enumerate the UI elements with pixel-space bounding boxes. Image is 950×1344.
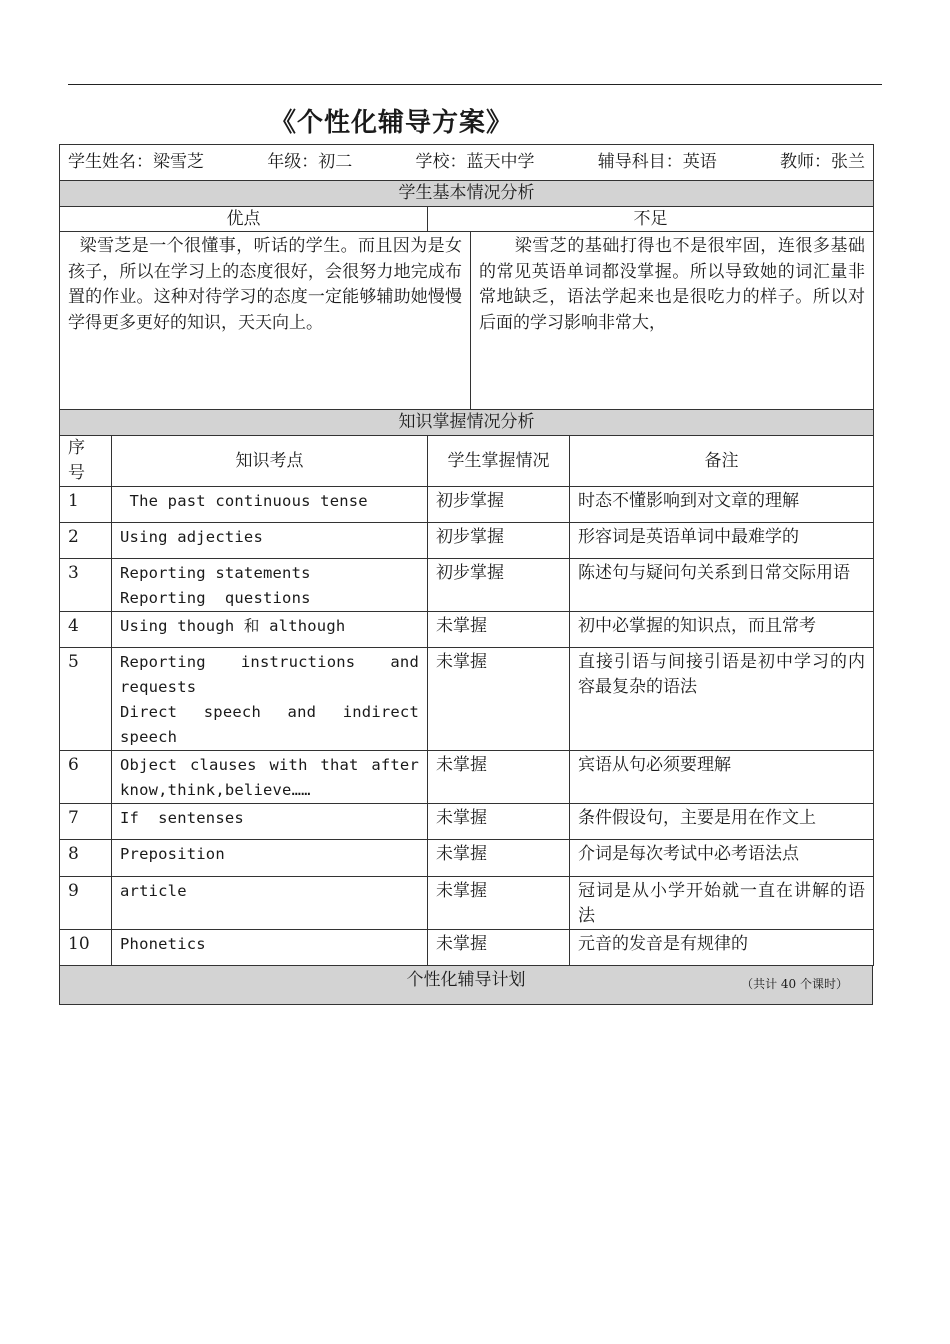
row-number: 1	[60, 487, 112, 523]
row-topic	[112, 840, 428, 877]
row-number: 10	[60, 930, 112, 966]
row-notes: 初中必掌握的知识点，而且常考	[570, 612, 874, 648]
topic-line: Reporting instructions and	[120, 653, 419, 671]
weaknesses-label: 不足	[428, 207, 874, 232]
knowledge-analysis-header: 知识掌握情况分析	[60, 410, 874, 436]
knowledge-row	[60, 487, 874, 523]
row-notes: 介词是每次考试中必考语法点	[570, 840, 874, 877]
row-number: 4	[60, 612, 112, 648]
topic-line: Object clauses with that after	[120, 756, 419, 774]
row-notes: 宾语从句必须要理解	[570, 751, 874, 804]
row-number: 7	[60, 804, 112, 840]
plan-hours-note: （共计 40 个课时）	[741, 977, 848, 991]
topic-line: article	[120, 882, 187, 900]
row-topic	[112, 877, 428, 930]
student-info-row	[60, 145, 874, 181]
row-mastery: 未掌握	[428, 648, 570, 751]
row-mastery: 未掌握	[428, 804, 570, 840]
knowledge-column-headers	[60, 436, 874, 487]
row-mastery: 未掌握	[428, 877, 570, 930]
tutoring-plan-row	[60, 966, 873, 1005]
row-notes: 时态不懂影响到对文章的理解	[570, 487, 874, 523]
knowledge-row	[60, 930, 874, 966]
col-mastery: 学生掌握情况	[428, 436, 570, 487]
row-topic	[112, 930, 428, 966]
weaknesses-text: 梁雪芝的基础打得也不是很牢固，连很多基础的常见英语单词都没掌握。所以导致她的词汇量非常地缺乏，语法学起来也是很吃力的样子。所以对后面的学习影响非常大，	[471, 232, 874, 410]
row-number: 6	[60, 751, 112, 804]
row-mastery: 初步掌握	[428, 559, 570, 612]
strengths-label: 优点	[60, 207, 428, 232]
row-notes: 形容词是英语单词中最难学的	[570, 523, 874, 559]
knowledge-row	[60, 877, 874, 930]
row-notes: 陈述句与疑问句关系到日常交际用语	[570, 559, 874, 612]
topic-line: Phonetics	[120, 935, 206, 953]
strengths-weaknesses-header	[60, 207, 874, 232]
knowledge-row	[60, 559, 874, 612]
row-number: 3	[60, 559, 112, 612]
tutoring-plan-table	[59, 144, 873, 1005]
row-number: 5	[60, 648, 112, 751]
topic-line: Reporting statements	[120, 564, 311, 582]
row-topic	[112, 804, 428, 840]
topic-line: speech	[120, 728, 178, 746]
teacher: 教师：张兰	[780, 152, 865, 172]
topic-line: Direct speech and indirect	[120, 703, 419, 721]
col-notes: 备注	[570, 436, 874, 487]
row-number: 8	[60, 840, 112, 877]
row-notes: 元音的发音是有规律的	[570, 930, 874, 966]
knowledge-row	[60, 751, 874, 804]
plan-title: 个性化辅导计划	[406, 970, 526, 990]
knowledge-row	[60, 612, 874, 648]
knowledge-row	[60, 523, 874, 559]
topic-line: requests	[120, 678, 197, 696]
document-title: 《个性化辅导方案》	[270, 108, 514, 138]
school: 学校：蓝天中学	[415, 152, 535, 172]
row-number: 9	[60, 877, 112, 930]
row-notes: 直接引语与间接引语是初中学习的内容最复杂的语法	[570, 648, 874, 751]
knowledge-row	[60, 840, 874, 877]
basic-analysis-header: 学生基本情况分析	[60, 181, 874, 207]
topic-line: Using though 和 although	[120, 617, 346, 635]
row-notes: 冠词是从小学开始就一直在讲解的语法	[570, 877, 874, 930]
col-number: 序 号	[60, 436, 112, 487]
topic-line: know,think,believe……	[120, 781, 311, 799]
student-name: 学生姓名：梁雪芝	[68, 152, 204, 172]
row-number: 2	[60, 523, 112, 559]
topic-line: If sentenses	[120, 809, 244, 827]
row-notes: 条件假设句，主要是用在作文上	[570, 804, 874, 840]
top-rule	[68, 84, 882, 85]
row-topic	[112, 612, 428, 648]
grade: 年级：初二	[267, 152, 353, 172]
knowledge-row	[60, 804, 874, 840]
col-topic: 知识考点	[112, 436, 428, 487]
row-mastery: 未掌握	[428, 612, 570, 648]
topic-line: Preposition	[120, 845, 225, 863]
strengths-text: 梁雪芝是一个很懂事，听话的学生。而且因为是女孩子，所以在学习上的态度很好，会很努力地完成布置的作业。这种对待学习的态度一定能够辅助她慢慢学得更多更好的知识，天天向上。	[60, 232, 471, 410]
row-topic	[112, 559, 428, 612]
row-topic	[112, 487, 428, 523]
topic-line: Using adjecties	[120, 528, 263, 546]
topic-line: Reporting questions	[120, 589, 311, 607]
row-mastery: 初步掌握	[428, 523, 570, 559]
knowledge-row	[60, 648, 874, 751]
subject: 辅导科目：英语	[597, 152, 717, 172]
row-mastery: 未掌握	[428, 840, 570, 877]
row-topic	[112, 648, 428, 751]
row-topic	[112, 751, 428, 804]
row-mastery: 未掌握	[428, 751, 570, 804]
topic-line: The past continuous tense	[120, 492, 368, 510]
analysis-row	[60, 232, 874, 410]
row-mastery: 初步掌握	[428, 487, 570, 523]
row-mastery: 未掌握	[428, 930, 570, 966]
row-topic	[112, 523, 428, 559]
